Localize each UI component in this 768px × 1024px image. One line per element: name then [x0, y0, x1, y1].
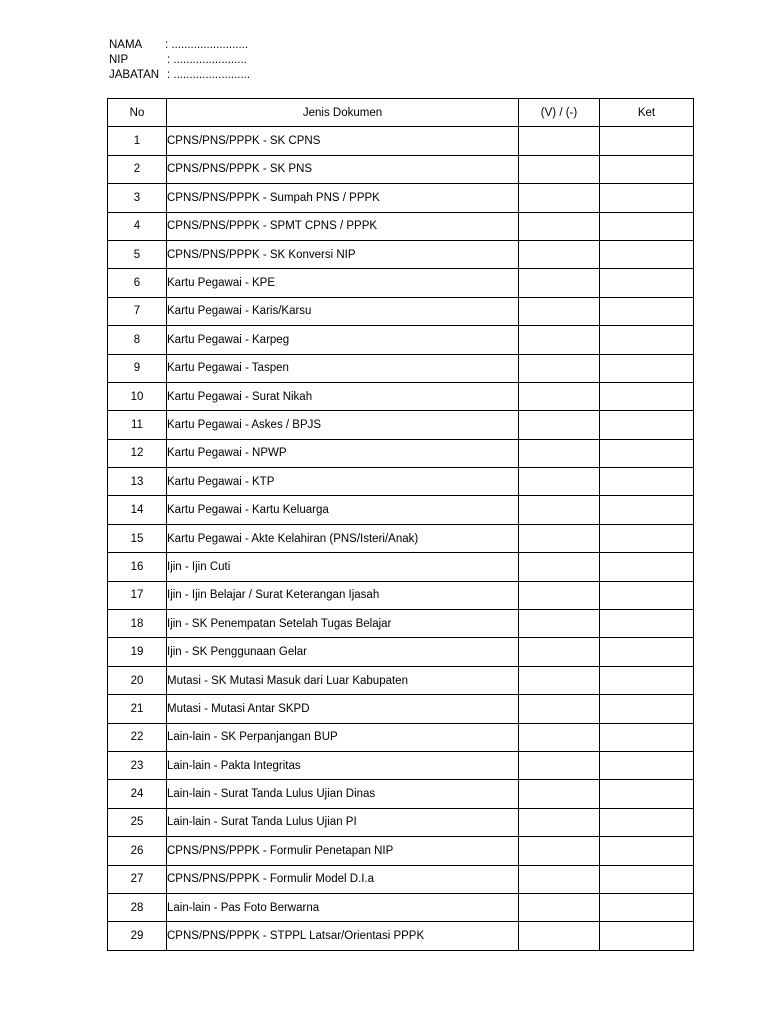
field-nama — [109, 38, 250, 53]
document-name-cell: CPNS/PNS/PPPK - SK CPNS — [167, 127, 519, 155]
table-row — [108, 354, 694, 382]
ket-cell[interactable] — [600, 893, 694, 921]
table-row — [108, 723, 694, 751]
ket-cell[interactable] — [600, 922, 694, 950]
table-row — [108, 553, 694, 581]
document-name-cell: Kartu Pegawai - KPE — [167, 269, 519, 297]
document-name-cell: Kartu Pegawai - Karis/Karsu — [167, 297, 519, 325]
check-cell[interactable] — [519, 297, 600, 325]
document-name-cell: Kartu Pegawai - Taspen — [167, 354, 519, 382]
table-row — [108, 922, 694, 950]
ket-cell[interactable] — [600, 326, 694, 354]
check-cell[interactable] — [519, 723, 600, 751]
check-cell[interactable] — [519, 638, 600, 666]
row-number-cell: 4 — [108, 212, 167, 240]
table-row — [108, 468, 694, 496]
check-cell[interactable] — [519, 127, 600, 155]
field-value: : ........................ — [167, 69, 251, 81]
identity-header — [109, 38, 250, 83]
ket-cell[interactable] — [600, 581, 694, 609]
table-row — [108, 269, 694, 297]
document-name-cell: Lain-lain - Pakta Integritas — [167, 751, 519, 779]
document-name-cell: Kartu Pegawai - Kartu Keluarga — [167, 496, 519, 524]
ket-cell[interactable] — [600, 808, 694, 836]
row-number-cell: 16 — [108, 553, 167, 581]
check-cell[interactable] — [519, 155, 600, 183]
table-row — [108, 439, 694, 467]
table-row — [108, 184, 694, 212]
ket-cell[interactable] — [600, 468, 694, 496]
ket-cell[interactable] — [600, 184, 694, 212]
field-jabatan — [109, 68, 250, 83]
check-cell[interactable] — [519, 893, 600, 921]
document-checklist-table — [107, 98, 694, 951]
field-nip — [109, 53, 250, 68]
ket-cell[interactable] — [600, 411, 694, 439]
check-cell[interactable] — [519, 922, 600, 950]
table-row — [108, 808, 694, 836]
row-number-cell: 11 — [108, 411, 167, 439]
ket-cell[interactable] — [600, 354, 694, 382]
table-row — [108, 865, 694, 893]
check-cell[interactable] — [519, 240, 600, 268]
document-name-cell: Mutasi - Mutasi Antar SKPD — [167, 695, 519, 723]
document-name-cell: Lain-lain - Surat Tanda Lulus Ujian Dinas — [167, 780, 519, 808]
ket-cell[interactable] — [600, 269, 694, 297]
ket-cell[interactable] — [600, 297, 694, 325]
row-number-cell: 6 — [108, 269, 167, 297]
table-row — [108, 411, 694, 439]
field-value: : ....................... — [167, 54, 247, 66]
row-number-cell: 18 — [108, 610, 167, 638]
document-name-cell: CPNS/PNS/PPPK - SPMT CPNS / PPPK — [167, 212, 519, 240]
row-number-cell: 5 — [108, 240, 167, 268]
row-number-cell: 29 — [108, 922, 167, 950]
check-cell[interactable] — [519, 581, 600, 609]
check-cell[interactable] — [519, 496, 600, 524]
document-name-cell: Kartu Pegawai - Surat Nikah — [167, 382, 519, 410]
table-row — [108, 893, 694, 921]
row-number-cell: 22 — [108, 723, 167, 751]
table-row — [108, 382, 694, 410]
column-header-no: No — [108, 99, 167, 127]
check-cell[interactable] — [519, 212, 600, 240]
document-name-cell: Mutasi - SK Mutasi Masuk dari Luar Kabupaten — [167, 666, 519, 694]
document-name-cell: Lain-lain - Pas Foto Berwarna — [167, 893, 519, 921]
check-cell[interactable] — [519, 439, 600, 467]
check-cell[interactable] — [519, 269, 600, 297]
row-number-cell: 23 — [108, 751, 167, 779]
ket-cell[interactable] — [600, 553, 694, 581]
table-row — [108, 780, 694, 808]
document-name-cell: Kartu Pegawai - NPWP — [167, 439, 519, 467]
document-name-cell: Lain-lain - SK Perpanjangan BUP — [167, 723, 519, 751]
table-row — [108, 581, 694, 609]
field-value: : ........................ — [165, 39, 249, 51]
row-number-cell: 15 — [108, 524, 167, 552]
check-cell[interactable] — [519, 610, 600, 638]
table-row — [108, 240, 694, 268]
check-cell[interactable] — [519, 184, 600, 212]
row-number-cell: 14 — [108, 496, 167, 524]
check-cell[interactable] — [519, 666, 600, 694]
table-row — [108, 297, 694, 325]
document-name-cell: CPNS/PNS/PPPK - Sumpah PNS / PPPK — [167, 184, 519, 212]
table-row — [108, 496, 694, 524]
document-name-cell: Kartu Pegawai - KTP — [167, 468, 519, 496]
ket-cell[interactable] — [600, 496, 694, 524]
ket-cell[interactable] — [600, 638, 694, 666]
row-number-cell: 25 — [108, 808, 167, 836]
row-number-cell: 20 — [108, 666, 167, 694]
check-cell[interactable] — [519, 751, 600, 779]
document-name-cell: CPNS/PNS/PPPK - SK PNS — [167, 155, 519, 183]
check-cell[interactable] — [519, 354, 600, 382]
document-name-cell: Kartu Pegawai - Askes / BPJS — [167, 411, 519, 439]
check-cell[interactable] — [519, 837, 600, 865]
ket-cell[interactable] — [600, 127, 694, 155]
table-row — [108, 524, 694, 552]
check-cell[interactable] — [519, 553, 600, 581]
row-number-cell: 21 — [108, 695, 167, 723]
table-row — [108, 326, 694, 354]
table-row — [108, 155, 694, 183]
check-cell[interactable] — [519, 411, 600, 439]
table-row — [108, 666, 694, 694]
row-number-cell: 28 — [108, 893, 167, 921]
table-row — [108, 610, 694, 638]
column-header-jenis-dokumen: Jenis Dokumen — [167, 99, 519, 127]
document-name-cell: Ijin - SK Penggunaan Gelar — [167, 638, 519, 666]
check-cell[interactable] — [519, 524, 600, 552]
document-name-cell: CPNS/PNS/PPPK - Formulir Model D.I.a — [167, 865, 519, 893]
check-cell[interactable] — [519, 780, 600, 808]
document-name-cell: Kartu Pegawai - Akte Kelahiran (PNS/Isteri/Anak) — [167, 524, 519, 552]
row-number-cell: 10 — [108, 382, 167, 410]
ket-cell[interactable] — [600, 751, 694, 779]
ket-cell[interactable] — [600, 240, 694, 268]
check-cell[interactable] — [519, 808, 600, 836]
document-name-cell: Ijin - Ijin Cuti — [167, 553, 519, 581]
column-header-ket: Ket — [600, 99, 694, 127]
ket-cell[interactable] — [600, 837, 694, 865]
document-name-cell: CPNS/PNS/PPPK - STPPL Latsar/Orientasi PPPK — [167, 922, 519, 950]
ket-cell[interactable] — [600, 524, 694, 552]
check-cell[interactable] — [519, 695, 600, 723]
row-number-cell: 9 — [108, 354, 167, 382]
check-cell[interactable] — [519, 468, 600, 496]
ket-cell[interactable] — [600, 212, 694, 240]
document-name-cell: CPNS/PNS/PPPK - SK Konversi NIP — [167, 240, 519, 268]
row-number-cell: 17 — [108, 581, 167, 609]
row-number-cell: 24 — [108, 780, 167, 808]
table-row — [108, 212, 694, 240]
ket-cell[interactable] — [600, 723, 694, 751]
document-name-cell: CPNS/PNS/PPPK - Formulir Penetapan NIP — [167, 837, 519, 865]
table-row — [108, 695, 694, 723]
document-name-cell: Ijin - SK Penempatan Setelah Tugas Belajar — [167, 610, 519, 638]
document-name-cell: Ijin - Ijin Belajar / Surat Keterangan Ijasah — [167, 581, 519, 609]
check-cell[interactable] — [519, 865, 600, 893]
row-number-cell: 7 — [108, 297, 167, 325]
table-row — [108, 751, 694, 779]
document-name-cell: Lain-lain - Surat Tanda Lulus Ujian PI — [167, 808, 519, 836]
row-number-cell: 8 — [108, 326, 167, 354]
field-label: JABATAN — [109, 69, 160, 81]
ket-cell[interactable] — [600, 610, 694, 638]
ket-cell[interactable] — [600, 155, 694, 183]
row-number-cell: 2 — [108, 155, 167, 183]
row-number-cell: 27 — [108, 865, 167, 893]
table-row — [108, 127, 694, 155]
table-body — [108, 127, 694, 950]
field-label: NAMA — [109, 39, 143, 51]
field-label: NIP — [109, 54, 129, 66]
ket-cell[interactable] — [600, 382, 694, 410]
column-header-check: (V) / (-) — [519, 99, 600, 127]
ket-cell[interactable] — [600, 666, 694, 694]
row-number-cell: 12 — [108, 439, 167, 467]
ket-cell[interactable] — [600, 780, 694, 808]
check-cell[interactable] — [519, 326, 600, 354]
table-row — [108, 638, 694, 666]
row-number-cell: 3 — [108, 184, 167, 212]
row-number-cell: 19 — [108, 638, 167, 666]
row-number-cell: 1 — [108, 127, 167, 155]
check-cell[interactable] — [519, 382, 600, 410]
table-header-row — [108, 99, 694, 127]
ket-cell[interactable] — [600, 695, 694, 723]
ket-cell[interactable] — [600, 865, 694, 893]
document-name-cell: Kartu Pegawai - Karpeg — [167, 326, 519, 354]
row-number-cell: 26 — [108, 837, 167, 865]
ket-cell[interactable] — [600, 439, 694, 467]
row-number-cell: 13 — [108, 468, 167, 496]
table-row — [108, 837, 694, 865]
